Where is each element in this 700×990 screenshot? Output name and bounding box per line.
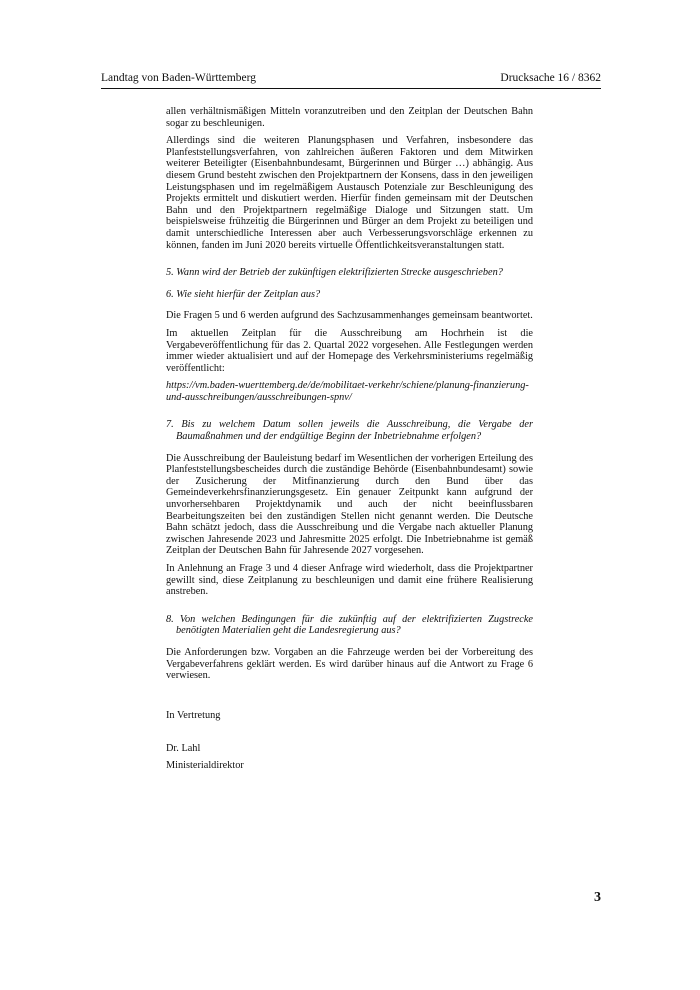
ministry-url: https://vm.baden-wuerttemberg.de/de/mobilitaet-verkehr/schiene/planung-finanzierung-und-ausschreibungen/ausschreibungen-spnv/ — [166, 380, 529, 403]
paragraph: Allerdings sind die weiteren Planungsphasen und Verfahren, insbesondere das Planfeststellungsverfahren, von zahlreichen äußeren Faktoren und dem Mitwirken weiterer Beteiligter (Eisenbahnbundesamt, Bürgerinnen und Bürger …) abhängig. Aus diesem Grund besteht zwischen den Projektpartnern der Konsens, dass in den jeweiligen Leistungsphasen und im regelmäßigem Austausch Potenziale zur Beschleunigung des Projekts ermittelt und diskutiert werden. Hierfür finden gemeinsam mit der Deutschen Bahn und den Projektpartnern regelmäßige Dialoge und Sitzungen statt. Um beispielsweise frühzeitig die Bürgerinnen und Bürger an dem Projekt zu beteiligen und damit unterschiedliche Interessen aber auch Verbesserungsvorschläge erkennen zu können, fanden im Juni 2020 bereits virtuelle Öffentlichkeitsveranstaltungen statt. — [166, 135, 533, 251]
paragraph: Die Anforderungen bzw. Vorgaben an die Fahrzeuge werden bei der Vorbereitung des Vergabeverfahrens geklärt werden. Es wird darüber hinaus auf die Antwort zu Frage 6 verwiesen. — [166, 646, 533, 682]
page-header — [101, 71, 601, 85]
header-parliament-name: Landtag von Baden-Württemberg — [101, 72, 256, 84]
signatory-name: Dr. Lahl — [166, 743, 201, 755]
paragraph: In Anlehnung an Frage 3 und 4 dieser Anfrage wird wiederholt, dass die Projektpartner gewillt sind, diese Zeitplanung zu beschleunigen und damit eine frühere Realisierung anstreben. — [166, 563, 533, 598]
paragraph: Die Ausschreibung der Bauleistung bedarf im Wesentlichen der vorherigen Erteilung des Planfeststellungsbescheides durch die zuständige Behörde (Eisenbahnbundesamt) sowie der Zusicherung der Mitfinanzierung durch den Bund über das Gemeindeverkehrsfinanzierungsgesetz. Ein genauer Zeitpunkt kann aufgrund der unvorhersehbaren Projektdynamik und auch der nicht beeinflussbaren Bearbeitungszeiten bei den zuständigen Stellen nicht genannt werden. Die Deutsche Bahn schätzt jedoch, dass die Ausschreibung und die Vergabe nach aktueller Planung zwischen Jahresende 2023 und Jahresmitte 2025 erfolgt. Die Inbetriebnahme ist gemäß Zeitplan der Deutschen Bahn für Jahresende 2027 vorgesehen. — [166, 452, 533, 557]
document-body — [166, 106, 533, 772]
question-5: 5. Wann wird der Betrieb der zukünftigen elektrifizierten Strecke ausgeschrieben? — [166, 267, 503, 279]
closing-regards: In Vertretung — [166, 709, 221, 721]
page-number: 3 — [594, 890, 601, 905]
signatory-title: Ministerialdirektor — [166, 759, 244, 771]
paragraph: Im aktuellen Zeitplan für die Ausschreibung am Hochrhein ist die Vergabeveröffentlichung für das 2. Quartal 2022 vorgesehen. Alle Festlegungen werden immer wieder aktualisiert und auf der Homepage des Verkehrsministeriums regelmäßig veröffentlicht: — [166, 327, 533, 374]
paragraph: allen verhältnismäßigen Mitteln voranzutreiben und den Zeitplan der Deutschen Bahn sogar zu beschleunigen. — [166, 106, 533, 129]
header-document-number: Drucksache 16 / 8362 — [500, 72, 601, 84]
question-8: 8. Von welchen Bedingungen für die zukünftig auf der elektrifizierten Zugstrecke benötigten Materialien geht die Landesregierung aus? — [166, 613, 533, 637]
header-divider — [101, 88, 601, 89]
question-7: 7. Bis zu welchem Datum sollen jeweils die Ausschreibung, die Vergabe der Baumaßnahmen und der endgültige Beginn der Inbetriebnahme erfolgen? — [166, 419, 533, 443]
question-6: 6. Wie sieht hierfür der Zeitplan aus? — [166, 288, 321, 300]
paragraph: Die Fragen 5 und 6 werden aufgrund des Sachzusammenhanges gemeinsam beantwortet. — [166, 310, 533, 322]
